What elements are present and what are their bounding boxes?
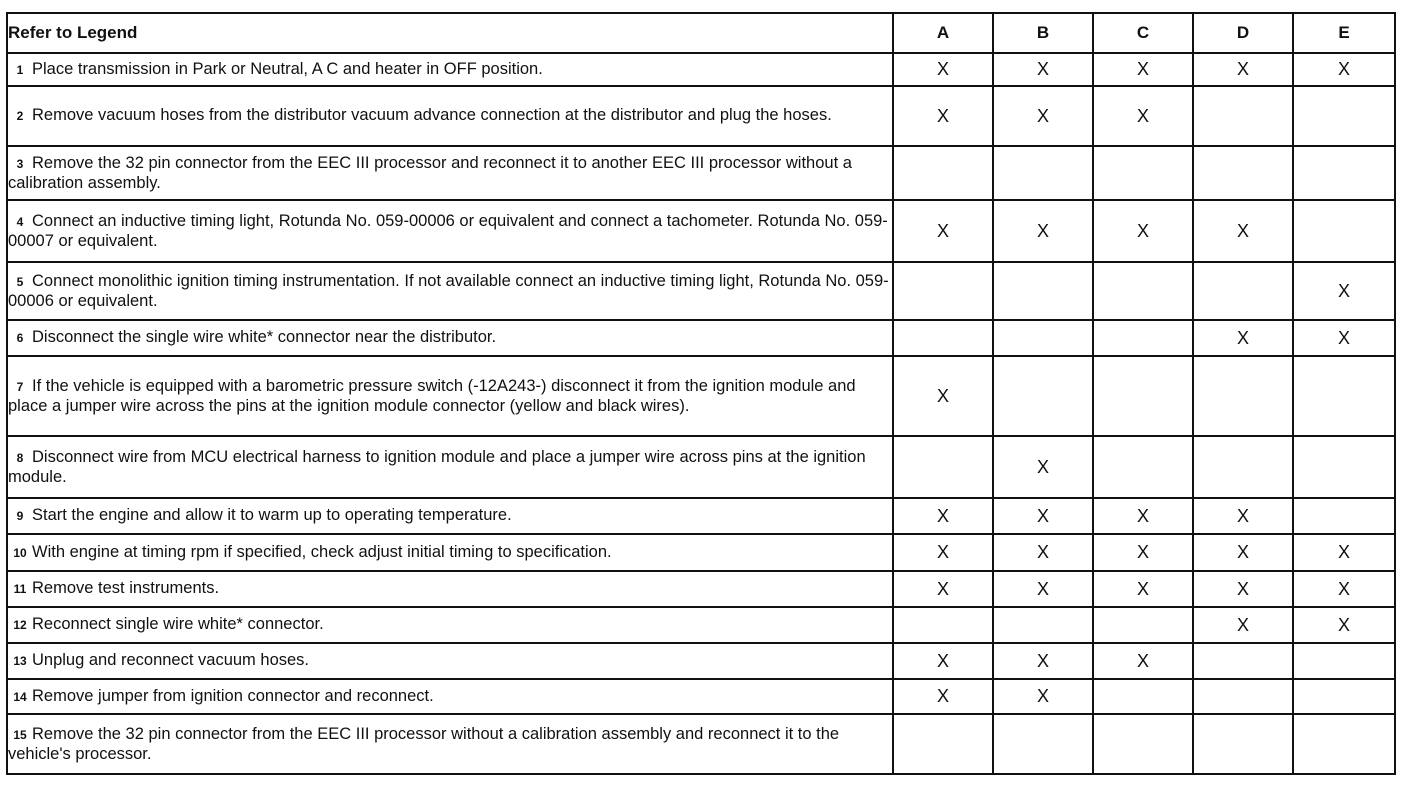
table-row <box>7 643 1395 679</box>
step-number: 11 <box>13 582 27 596</box>
mark-cell-e <box>1293 498 1395 534</box>
column-header-d: D <box>1193 13 1293 53</box>
mark-cell-d: X <box>1193 320 1293 356</box>
mark-cell-c <box>1093 262 1193 320</box>
step-text: Remove vacuum hoses from the distributor vacuum advance connection at the distributor and plug the hoses. <box>32 106 832 124</box>
mark-cell-a: X <box>893 571 993 607</box>
mark-cell-c <box>1093 679 1193 714</box>
mark-cell-a: X <box>893 643 993 679</box>
mark-cell-a <box>893 262 993 320</box>
table-row <box>7 607 1395 643</box>
mark-cell-d <box>1193 436 1293 498</box>
step-cell <box>7 498 893 534</box>
step-text: Disconnect wire from MCU electrical harness to ignition module and place a jumper wire across pins at the ignition module. <box>8 447 866 486</box>
step-number: 6 <box>16 331 24 345</box>
step-cell <box>7 714 893 774</box>
step-cell <box>7 262 893 320</box>
mark-cell-e <box>1293 714 1395 774</box>
step-cell <box>7 607 893 643</box>
table-row <box>7 320 1395 356</box>
step-number: 10 <box>13 545 27 560</box>
mark-cell-d <box>1193 262 1293 320</box>
step-cell <box>7 146 893 200</box>
step-number: 9 <box>16 509 24 523</box>
mark-cell-c <box>1093 436 1193 498</box>
mark-cell-d: X <box>1193 607 1293 643</box>
step-cell <box>7 436 893 498</box>
mark-cell-e <box>1293 86 1395 146</box>
step-number: 1 <box>16 62 24 77</box>
column-header-a: A <box>893 13 993 53</box>
mark-cell-b <box>993 146 1093 200</box>
table-row <box>7 146 1395 200</box>
mark-cell-b: X <box>993 534 1093 571</box>
table-row <box>7 714 1395 774</box>
mark-cell-b: X <box>993 200 1093 262</box>
step-text: Connect monolithic ignition timing instrumentation. If not available connect an inductive timing light, Rotunda No. 059-00006 or equivalent. <box>8 271 889 310</box>
table-row <box>7 498 1395 534</box>
header-row <box>7 13 1395 53</box>
mark-cell-e: X <box>1293 534 1395 571</box>
mark-cell-a: X <box>893 356 993 436</box>
mark-cell-d <box>1193 86 1293 146</box>
step-number: 12 <box>13 618 27 632</box>
mark-cell-b <box>993 607 1093 643</box>
mark-cell-e <box>1293 679 1395 714</box>
step-number: 5 <box>16 274 24 289</box>
step-number: 14 <box>13 689 27 704</box>
mark-cell-a: X <box>893 200 993 262</box>
mark-cell-c <box>1093 320 1193 356</box>
mark-cell-a <box>893 436 993 498</box>
step-cell <box>7 200 893 262</box>
step-text: Start the engine and allow it to warm up to operating temperature. <box>32 506 512 524</box>
mark-cell-e: X <box>1293 320 1395 356</box>
mark-cell-c: X <box>1093 53 1193 86</box>
step-text: Place transmission in Park or Neutral, A C and heater in OFF position. <box>32 59 543 78</box>
mark-cell-d: X <box>1193 200 1293 262</box>
mark-cell-b: X <box>993 498 1093 534</box>
column-header-b: B <box>993 13 1093 53</box>
mark-cell-d: X <box>1193 498 1293 534</box>
mark-cell-b: X <box>993 86 1093 146</box>
mark-cell-e <box>1293 146 1395 200</box>
mark-cell-d <box>1193 146 1293 200</box>
step-cell <box>7 679 893 714</box>
table-row <box>7 679 1395 714</box>
mark-cell-c: X <box>1093 643 1193 679</box>
table-row <box>7 436 1395 498</box>
procedure-table <box>6 12 1396 775</box>
mark-cell-c <box>1093 607 1193 643</box>
mark-cell-d: X <box>1193 571 1293 607</box>
step-number: 3 <box>16 156 24 171</box>
mark-cell-e: X <box>1293 607 1395 643</box>
step-cell <box>7 86 893 146</box>
step-text: Remove jumper from ignition connector and reconnect. <box>32 686 434 705</box>
mark-cell-c: X <box>1093 571 1193 607</box>
mark-cell-d: X <box>1193 534 1293 571</box>
mark-cell-b <box>993 714 1093 774</box>
mark-cell-d <box>1193 714 1293 774</box>
step-number: 4 <box>16 214 24 229</box>
table-row <box>7 86 1395 146</box>
mark-cell-c <box>1093 714 1193 774</box>
step-cell <box>7 53 893 86</box>
step-text: Connect an inductive timing light, Rotunda No. 059-00006 or equivalent and connect a tachometer. Rotunda No. 059-00007 or equivalent. <box>8 211 888 250</box>
mark-cell-b <box>993 320 1093 356</box>
column-header-e: E <box>1293 13 1395 53</box>
mark-cell-c: X <box>1093 86 1193 146</box>
mark-cell-a <box>893 607 993 643</box>
table-row <box>7 356 1395 436</box>
mark-cell-b <box>993 356 1093 436</box>
mark-cell-c <box>1093 146 1193 200</box>
step-text: Reconnect single wire white* connector. <box>32 615 324 633</box>
mark-cell-c: X <box>1093 498 1193 534</box>
step-number: 2 <box>16 109 24 123</box>
table-row <box>7 571 1395 607</box>
step-text: Remove test instruments. <box>32 579 220 597</box>
step-text: With engine at timing rpm if specified, check adjust initial timing to specification. <box>32 542 612 561</box>
mark-cell-e <box>1293 436 1395 498</box>
mark-cell-a <box>893 146 993 200</box>
mark-cell-e: X <box>1293 262 1395 320</box>
mark-cell-a: X <box>893 86 993 146</box>
mark-cell-b: X <box>993 53 1093 86</box>
step-cell <box>7 320 893 356</box>
mark-cell-a: X <box>893 498 993 534</box>
mark-cell-c <box>1093 356 1193 436</box>
step-cell <box>7 571 893 607</box>
step-cell <box>7 534 893 571</box>
mark-cell-a: X <box>893 679 993 714</box>
mark-cell-d <box>1193 356 1293 436</box>
mark-cell-e <box>1293 200 1395 262</box>
step-text: Remove the 32 pin connector from the EEC III processor without a calibration assembly and reconnect it to the vehicle's processor. <box>8 724 840 763</box>
step-number: 15 <box>13 727 27 742</box>
step-text: Unplug and reconnect vacuum hoses. <box>32 651 310 669</box>
mark-cell-e <box>1293 356 1395 436</box>
step-number: 8 <box>16 450 24 465</box>
column-header-c: C <box>1093 13 1193 53</box>
step-number: 7 <box>16 379 24 394</box>
mark-cell-d <box>1193 679 1293 714</box>
mark-cell-b: X <box>993 436 1093 498</box>
step-text: Remove the 32 pin connector from the EEC III processor and reconnect it to another EEC III processor without a calibration assembly. <box>8 153 852 192</box>
mark-cell-d <box>1193 643 1293 679</box>
mark-cell-a <box>893 320 993 356</box>
step-cell <box>7 643 893 679</box>
step-text: If the vehicle is equipped with a barometric pressure switch (-12A243-) disconnect it from the ignition module and place a jumper wire across the pins at the ignition module connector (yellow and black wires). <box>8 376 856 415</box>
mark-cell-a: X <box>893 53 993 86</box>
mark-cell-a <box>893 714 993 774</box>
step-cell <box>7 356 893 436</box>
table-row <box>7 53 1395 86</box>
mark-cell-c: X <box>1093 534 1193 571</box>
mark-cell-c: X <box>1093 200 1193 262</box>
mark-cell-d: X <box>1193 53 1293 86</box>
step-number: 13 <box>13 654 27 668</box>
mark-cell-e: X <box>1293 571 1395 607</box>
table-row <box>7 534 1395 571</box>
legend-title: Refer to Legend <box>7 13 893 53</box>
mark-cell-b <box>993 262 1093 320</box>
table-row <box>7 262 1395 320</box>
mark-cell-e <box>1293 643 1395 679</box>
mark-cell-b: X <box>993 679 1093 714</box>
mark-cell-b: X <box>993 643 1093 679</box>
table-row <box>7 200 1395 262</box>
step-text: Disconnect the single wire white* connector near the distributor. <box>32 328 497 346</box>
mark-cell-b: X <box>993 571 1093 607</box>
mark-cell-e: X <box>1293 53 1395 86</box>
mark-cell-a: X <box>893 534 993 571</box>
